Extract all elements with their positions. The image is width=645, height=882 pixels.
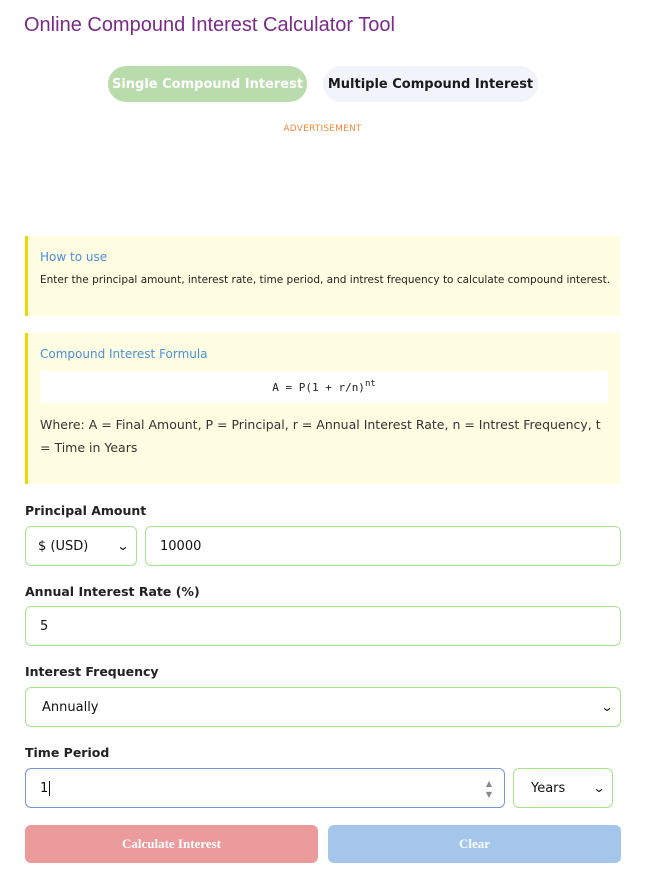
- time-unit-select[interactable]: [513, 768, 613, 808]
- tab-multiple-compound-interest[interactable]: Multiple Compound Interest: [323, 66, 538, 102]
- how-to-use-text: Enter the principal amount, interest rate, time period, and intrest frequency to calculate compound interest.: [40, 274, 611, 286]
- chevron-down-icon: ⌄: [116, 539, 130, 553]
- formula-expression: A = P(1 + r/n): [272, 380, 365, 394]
- chevron-down-icon: ⌄: [592, 781, 606, 795]
- annual-interest-rate-value: 5: [40, 618, 49, 634]
- time-unit-selected-value: Years: [531, 780, 566, 796]
- formula-title: Compound Interest Formula: [40, 347, 208, 361]
- formula-exponent: nt: [364, 379, 376, 389]
- how-to-use-title: How to use: [40, 250, 108, 264]
- formula-description: Where: A = Final Amount, P = Principal, r = Annual Interest Rate, n = Intrest Frequency, t = Time in Years: [40, 417, 601, 455]
- principal-amount-value: 10000: [160, 538, 202, 554]
- stepper-down-icon[interactable]: ▼: [485, 790, 493, 799]
- formula-box: [25, 333, 620, 484]
- how-to-use-box: [25, 236, 620, 316]
- stepper-up-icon[interactable]: ▲: [485, 779, 493, 788]
- principal-amount-label: Principal Amount: [25, 503, 147, 518]
- currency-selected-value: $ (USD): [38, 538, 89, 554]
- annual-interest-rate-input[interactable]: [25, 606, 621, 646]
- calculate-interest-button[interactable]: Calculate Interest: [25, 825, 318, 863]
- time-period-value: 1: [40, 780, 49, 796]
- text-cursor: [49, 781, 50, 796]
- time-period-label: Time Period: [25, 745, 110, 760]
- clear-button[interactable]: Clear: [328, 825, 621, 863]
- formula-expression-box: [40, 371, 608, 403]
- principal-amount-input[interactable]: [145, 526, 621, 566]
- interest-frequency-label: Interest Frequency: [25, 664, 159, 679]
- annual-interest-rate-label: Annual Interest Rate (%): [25, 584, 200, 599]
- tab-single-compound-interest[interactable]: Single Compound Interest: [108, 66, 307, 102]
- time-period-input[interactable]: [25, 768, 505, 808]
- interest-frequency-select[interactable]: [25, 687, 621, 727]
- stepper-arrows-icon[interactable]: [484, 779, 494, 799]
- interest-frequency-selected-value: Annually: [42, 699, 99, 715]
- currency-select[interactable]: [25, 526, 137, 566]
- advertisement-label: ADVERTISEMENT: [283, 124, 362, 134]
- page-title: Online Compound Interest Calculator Tool: [24, 14, 395, 36]
- chevron-down-icon: ⌄: [600, 700, 614, 714]
